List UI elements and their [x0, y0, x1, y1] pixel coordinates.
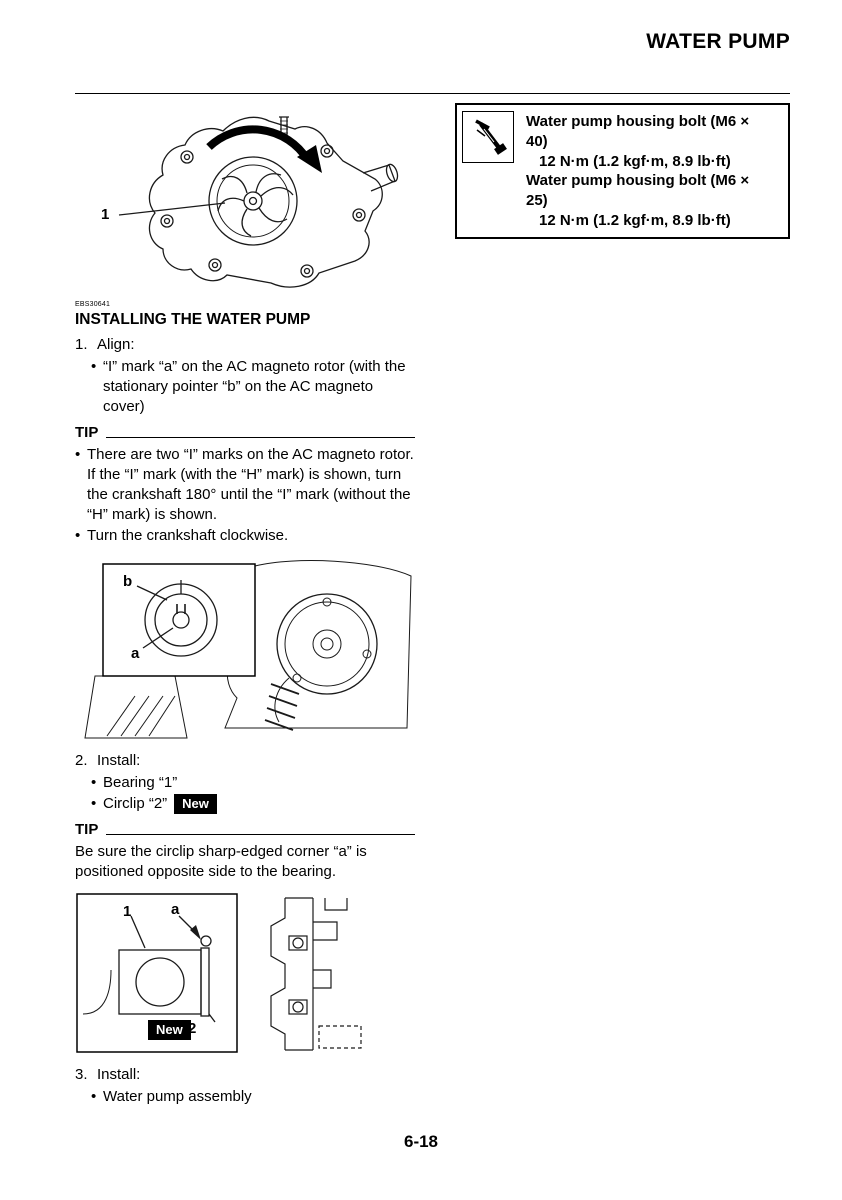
- figure-callout-1: 1: [123, 902, 132, 920]
- figure-water-pump: [75, 103, 415, 298]
- section-heading: INSTALLING THE WATER PUMP: [75, 311, 311, 328]
- figure-callout-2: 2: [188, 1019, 197, 1037]
- step-number: 3.: [75, 1065, 88, 1083]
- tip-label: TIP: [75, 424, 99, 442]
- figure-callout-a: a: [171, 900, 180, 918]
- bullet-marker: •: [91, 774, 97, 791]
- step-label: Install:: [97, 1065, 141, 1083]
- bullet-text: There are two “I” marks on the AC magneto rotor. If the “I” mark (with the “H” mark) is shown, turn the crankshaft 180° until the “I” mark (without the “H” mark) is shown.: [87, 446, 414, 523]
- spec-name: Water pump housing bolt (M6 × 25): [526, 172, 750, 210]
- spec-torque: 12 N·m (1.2 kgf·m, 8.9 lb·ft): [539, 211, 731, 229]
- spec-entry: [526, 171, 770, 230]
- torque-spec-text: [520, 111, 770, 231]
- list-item: [91, 1087, 415, 1107]
- list-item: [91, 794, 415, 814]
- new-part-badge: New: [148, 1020, 191, 1040]
- spec-torque: 12 N·m (1.2 kgf·m, 8.9 lb·ft): [539, 152, 731, 170]
- list-item: [75, 445, 415, 525]
- tip-rule: [106, 437, 415, 438]
- tip-label: TIP: [75, 820, 99, 838]
- bullet-marker: •: [91, 358, 97, 376]
- right-column: [455, 103, 790, 1108]
- step-2: [75, 751, 415, 771]
- figure-callout-b: b: [123, 572, 133, 590]
- page-content: [75, 103, 790, 1108]
- bullet-text: Bearing “1”: [103, 774, 178, 791]
- reference-code: EBS30641: [75, 301, 111, 308]
- tip-heading: [75, 821, 415, 838]
- figure-callout-a: a: [131, 644, 140, 662]
- bullet-marker: •: [91, 794, 97, 812]
- list-item: [75, 526, 415, 546]
- tip-heading: [75, 424, 415, 441]
- figure-bearing-circlip: [75, 892, 415, 1055]
- bullet-text: Water pump assembly: [103, 1088, 252, 1106]
- bullet-text: Circlip “2”: [103, 794, 168, 812]
- new-part-badge: New: [174, 794, 217, 814]
- water-pump-drawing: [75, 103, 415, 298]
- list-item: [91, 773, 415, 793]
- page-number: 6-18: [403, 1132, 439, 1151]
- bullet-marker: •: [75, 526, 81, 544]
- torque-icon-cell: [462, 111, 520, 231]
- bullet-marker: •: [75, 446, 81, 464]
- list-item: [91, 357, 415, 417]
- figure-alignment-marks: [75, 556, 415, 741]
- step-number: 2.: [75, 751, 88, 769]
- tip-rule: [106, 834, 415, 835]
- step-number: 1.: [75, 336, 88, 353]
- header-rule: [75, 93, 790, 94]
- step-label: Align:: [97, 336, 135, 353]
- step-3: [75, 1065, 415, 1085]
- figure-callout-1: 1: [101, 206, 110, 223]
- step-1: [75, 335, 415, 355]
- bullet-marker: •: [91, 1088, 97, 1106]
- page-title: WATER PUMP: [646, 30, 790, 53]
- torque-wrench-icon: [462, 111, 514, 163]
- spec-name: Water pump housing bolt (M6 × 40): [526, 113, 750, 150]
- left-column: [75, 103, 415, 1108]
- torque-spec-box: [455, 103, 790, 239]
- spec-entry: [526, 112, 770, 171]
- bullet-text: Turn the crankshaft clockwise.: [87, 526, 289, 544]
- bullet-text: “I” mark “a” on the AC magneto rotor (with the stationary pointer “b” on the AC magneto cover): [103, 358, 406, 416]
- step-label: Install:: [97, 751, 141, 769]
- tip-text: Be sure the circlip sharp-edged corner “a” is positioned opposite side to the bearing.: [75, 842, 367, 880]
